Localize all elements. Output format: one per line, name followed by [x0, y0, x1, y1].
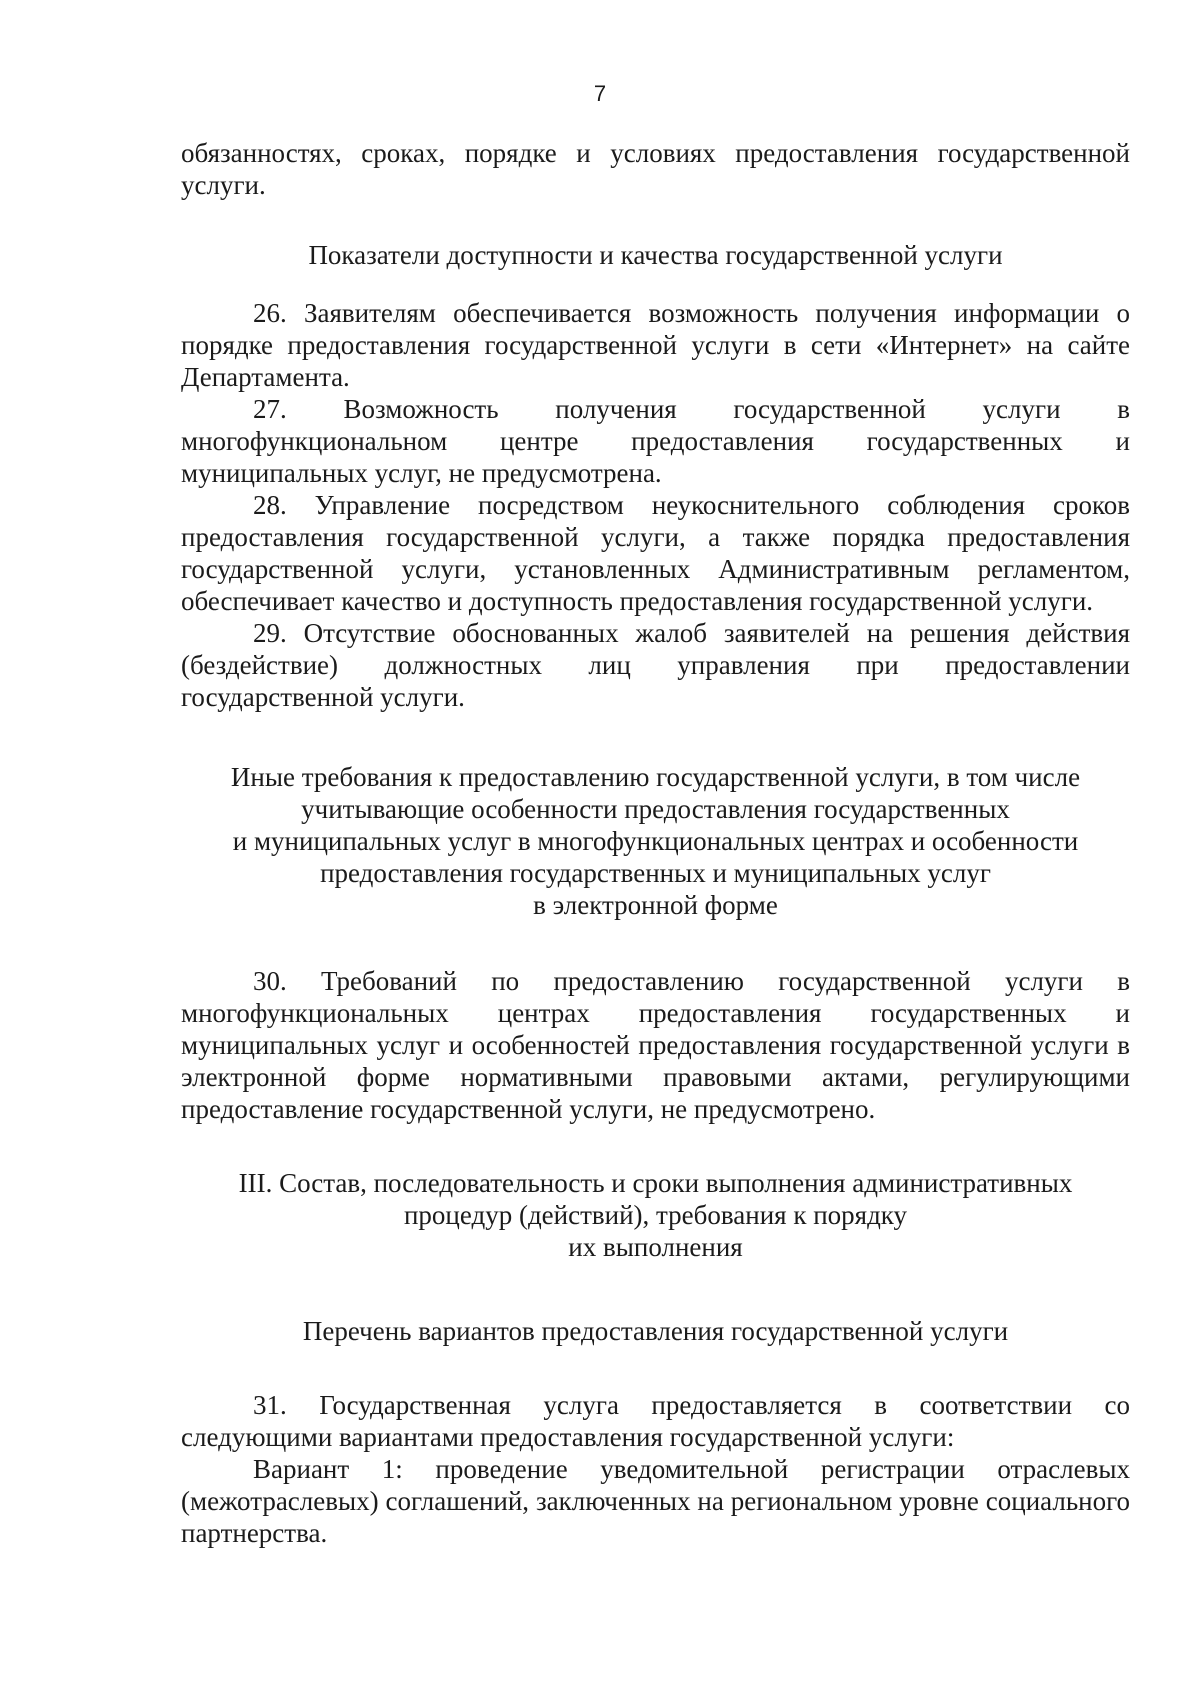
page-number: 7 [593, 81, 607, 106]
heading-line: и муниципальных услуг в многофункциональных центрах и особенности [232, 826, 1079, 856]
heading-availability-quality: Показатели доступности и качества государственной услуги [308, 240, 1003, 270]
paragraph-26: 26. Заявителям обеспечивается возможность получения информации о порядке предоставления государственной услуги в сети «Интернет» на сайте Департамента. [181, 298, 1130, 392]
paragraph-31: 31. Государственная услуга предоставляется в соответствии со следующими вариантами предоставления государственной услуги: [181, 1390, 1130, 1452]
heading-line: III. Состав, последовательность и сроки выполнения административных [238, 1168, 1073, 1198]
paragraph-variant-1: Вариант 1: проведение уведомительной регистрации отраслевых (межотраслевых) соглашений, заключенных на региональном уровне социального партнерства. [181, 1454, 1130, 1548]
paragraph-30: 30. Требований по предоставлению государственной услуги в многофункциональных центрах предоставления государственных и муниципальных услуг и особенностей предоставления государственной услуги в электронной форме нормативными правовыми актами, регулирующими предоставление государственной услуги, не предусмотрено. [181, 966, 1130, 1124]
heading-variants-list: Перечень вариантов предоставления государственной услуги [302, 1316, 1009, 1346]
heading-line: учитывающие особенности предоставления государственных [301, 794, 1010, 824]
heading-line: их выполнения [568, 1232, 743, 1262]
heading-other-requirements [181, 761, 1130, 921]
heading-section-3 [181, 1167, 1130, 1263]
heading-line: в электронной форме [533, 890, 778, 920]
paragraph-29: 29. Отсутствие обоснованных жалоб заявителей на решения действия (бездействие) должностных лиц управления при предоставлении государственной услуги. [181, 618, 1130, 712]
heading-line: Иные требования к предоставлению государственной услуги, в том числе [230, 762, 1081, 792]
heading-line: процедур (действий), требования к порядку [403, 1200, 908, 1230]
heading-line: предоставления государственных и муниципальных услуг [320, 858, 991, 888]
paragraph-28: 28. Управление посредством неукоснительного соблюдения сроков предоставления государственной услуги, а также порядка предоставления государственной услуги, установленных Административным регламентом, обеспечивает качество и доступность предоставления государственной услуги. [181, 490, 1130, 616]
paragraph-27: 27. Возможность получения государственной услуги в многофункциональном центре предоставления государственных и муниципальных услуг, не предусмотрена. [181, 394, 1130, 488]
intro-paragraph: обязанностях, сроках, порядке и условиях предоставления государственной услуги. [181, 138, 1130, 200]
document-body [181, 137, 1130, 1549]
